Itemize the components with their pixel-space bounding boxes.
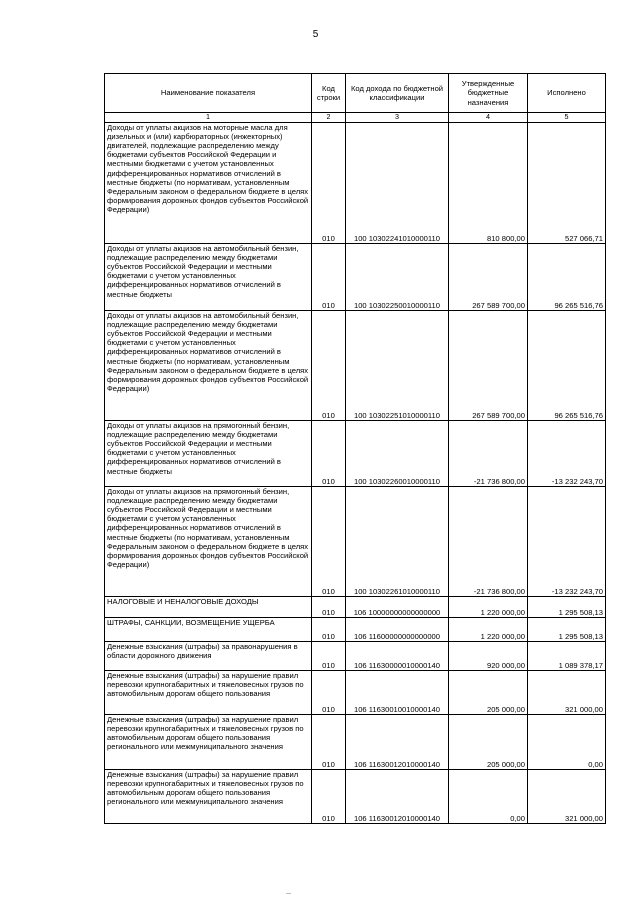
row-executed: 1 295 508,13 [528,618,606,642]
row-executed: 527 066,71 [528,123,606,244]
column-number-row [105,113,606,123]
table-row [105,311,606,421]
table-row [105,770,606,824]
row-kbk: 106 10000000000000000 [346,597,449,618]
row-code: 010 [312,487,346,597]
row-name: Доходы от уплаты акцизов на автомобильный бензин, подлежащие распределению между бюджетами субъектов Российской Федерации и местными бюджетами с учетом установленных дифференцированных нормативов отчислений в местные бюджеты [105,244,312,311]
row-name: Денежные взыскания (штрафы) за правонарушения в области дорожного движения [105,642,312,671]
table-header [105,74,606,123]
column-number: 1 [105,113,312,123]
row-kbk: 106 11600000000000000 [346,618,449,642]
row-code: 010 [312,597,346,618]
column-number: 4 [449,113,528,123]
row-name: Доходы от уплаты акцизов на прямогонный бензин, подлежащие распределению между бюджетами субъектов Российской Федерации и местными бюджетами с учетом установленных дифференцированных нормативов отчислений в местные бюджеты [105,421,312,487]
row-approved: 1 220 000,00 [449,597,528,618]
row-kbk: 106 11630010010000140 [346,671,449,715]
row-kbk: 100 10302260010000110 [346,421,449,487]
column-number: 5 [528,113,606,123]
row-approved: 267 589 700,00 [449,244,528,311]
table-row [105,642,606,671]
table-row [105,597,606,618]
row-approved: 0,00 [449,770,528,824]
row-name: Доходы от уплаты акцизов на прямогонный бензин, подлежащие распределению между бюджетами субъектов Российской Федерации и местными бюджетами с учетом установленных дифференцированных нормативов отчислений в местные бюджеты (по нормативам, установленным Федеральным законом о федеральном бюджете в целях формирования дорожных фондов субъектов Российской Федерации) [105,487,312,597]
table-body [105,123,606,824]
row-kbk: 100 10302250010000110 [346,244,449,311]
row-kbk: 106 11630012010000140 [346,770,449,824]
row-executed: 1 295 508,13 [528,597,606,618]
row-executed: 0,00 [528,715,606,770]
row-kbk: 106 11630012010000140 [346,715,449,770]
row-code: 010 [312,244,346,311]
header-executed: Исполнено [528,74,606,113]
row-name: Денежные взыскания (штрафы) за нарушение правил перевозки крупногабаритных и тяжеловесных грузов по автомобильным дорогам общего пользования регионального или межмуниципального значения [105,770,312,824]
row-executed: -13 232 243,70 [528,487,606,597]
row-executed: 1 089 378,17 [528,642,606,671]
table-row [105,671,606,715]
table-row [105,715,606,770]
header-name: Наименование показателя [105,74,312,113]
row-approved: 1 220 000,00 [449,618,528,642]
row-executed: 321 000,00 [528,671,606,715]
row-code: 010 [312,311,346,421]
row-code: 010 [312,770,346,824]
row-kbk: 100 10302241010000110 [346,123,449,244]
row-approved: 205 000,00 [449,715,528,770]
row-code: 010 [312,642,346,671]
column-number: 2 [312,113,346,123]
table-row [105,618,606,642]
row-kbk: 100 10302251010000110 [346,311,449,421]
row-code: 010 [312,671,346,715]
row-name: НАЛОГОВЫЕ И НЕНАЛОГОВЫЕ ДОХОДЫ [105,597,312,618]
row-approved: -21 736 800,00 [449,487,528,597]
row-executed: 96 265 516,76 [528,311,606,421]
row-executed: 321 000,00 [528,770,606,824]
budget-execution-table [104,73,606,824]
row-code: 010 [312,715,346,770]
row-name: ШТРАФЫ, САНКЦИИ, ВОЗМЕЩЕНИЕ УЩЕРБА [105,618,312,642]
header-code: Код строки [312,74,346,113]
row-kbk: 100 10302261010000110 [346,487,449,597]
row-name: Денежные взыскания (штрафы) за нарушение правил перевозки крупногабаритных и тяжеловесных грузов по автомобильным дорогам общего пользования регионального или межмуниципального значения [105,715,312,770]
table-row [105,123,606,244]
row-code: 010 [312,618,346,642]
row-kbk: 106 11630000010000140 [346,642,449,671]
row-approved: 267 589 700,00 [449,311,528,421]
row-name: Доходы от уплаты акцизов на моторные масла для дизельных и (или) карбюраторных (инжекторных) двигателей, подлежащие распределению между бюджетами субъектов Российской Федерации и местными бюджетами с учетом установленных дифференцированных нормативов отчислений в местные бюджеты (по нормативам, установленным Федеральным законом о федеральном бюджете в целях формирования дорожных фондов субъектов Российской Федерации) [105,123,312,244]
table-row [105,244,606,311]
row-approved: 920 000,00 [449,642,528,671]
scan-artifact [286,893,291,894]
row-name: Доходы от уплаты акцизов на автомобильный бензин, подлежащие распределению между бюджетами субъектов Российской Федерации и местными бюджетами с учетом установленных дифференцированных нормативов отчислений в местные бюджеты (по нормативам, установленным Федеральным законом о федеральном бюджете в целях формирования дорожных фондов субъектов Российской Федерации) [105,311,312,421]
row-executed: -13 232 243,70 [528,421,606,487]
row-code: 010 [312,421,346,487]
row-approved: 810 800,00 [449,123,528,244]
column-number: 3 [346,113,449,123]
header-approved: Утвержденные бюджетные назначения [449,74,528,113]
row-approved: 205 000,00 [449,671,528,715]
table-row [105,421,606,487]
row-executed: 96 265 516,76 [528,244,606,311]
row-name: Денежные взыскания (штрафы) за нарушение правил перевозки крупногабаритных и тяжеловесных грузов по автомобильным дорогам общего пользования [105,671,312,715]
row-code: 010 [312,123,346,244]
table-row [105,487,606,597]
header-kbk: Код дохода по бюджетной классификации [346,74,449,113]
page-number: 5 [312,29,319,40]
row-approved: -21 736 800,00 [449,421,528,487]
